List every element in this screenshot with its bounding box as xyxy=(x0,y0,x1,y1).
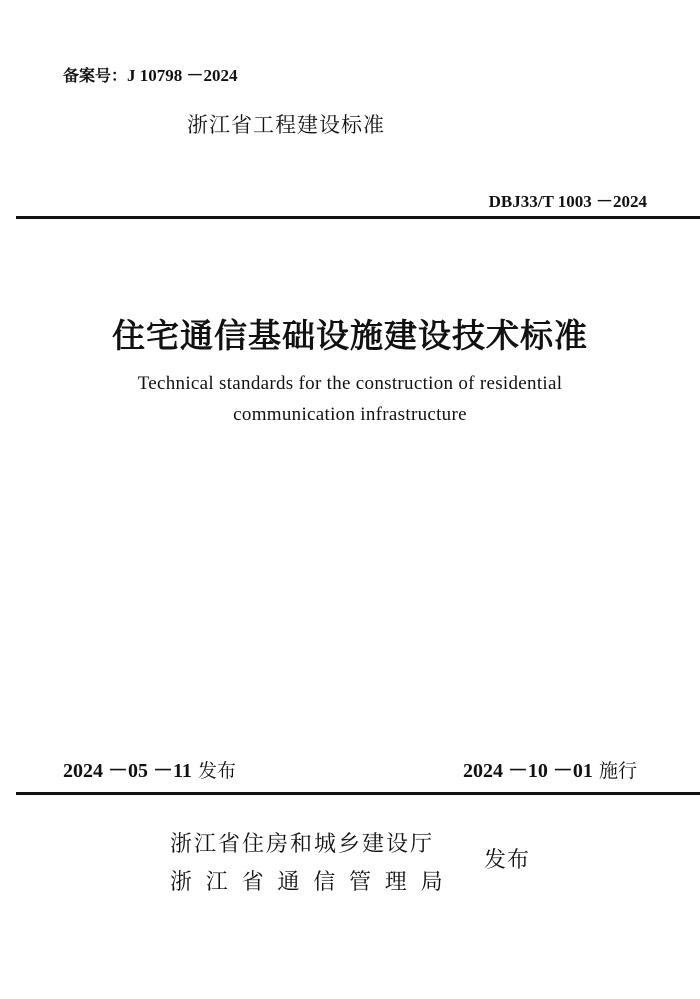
filing-label: 备案号： xyxy=(63,66,128,85)
implementation-date: 2024 －10 －01 xyxy=(462,760,593,782)
publication-label: 发布 xyxy=(197,760,236,782)
standard-series-title: 浙江省工程建设标准 xyxy=(187,113,385,137)
filing-number: J 10798 －2024 xyxy=(127,66,238,85)
issuer-housing-department: 浙江省住房和城乡建设厅 xyxy=(170,832,435,857)
english-title-line-1: Technical standards for the construction of residential xyxy=(137,373,563,394)
publication-date-block xyxy=(63,754,236,783)
english-title-line-2: communication infrastructure xyxy=(233,404,467,425)
filing-record xyxy=(63,61,238,86)
top-divider xyxy=(16,216,700,219)
implementation-date-block xyxy=(463,754,637,783)
document-title-english xyxy=(0,368,700,430)
issuing-authorities xyxy=(170,826,456,902)
document-title-chinese: 住宅通信基础设施建设技术标准 xyxy=(112,316,588,355)
issue-action-label: 发布 xyxy=(484,848,531,873)
standard-code: DBJ33/T 1003 －2024 xyxy=(488,192,647,211)
publication-date: 2024 －05 －11 xyxy=(63,760,192,782)
bottom-divider xyxy=(16,792,700,795)
issuer-communications-administration: 浙江省通信管理局 xyxy=(170,870,457,895)
implementation-label: 施行 xyxy=(598,760,637,782)
